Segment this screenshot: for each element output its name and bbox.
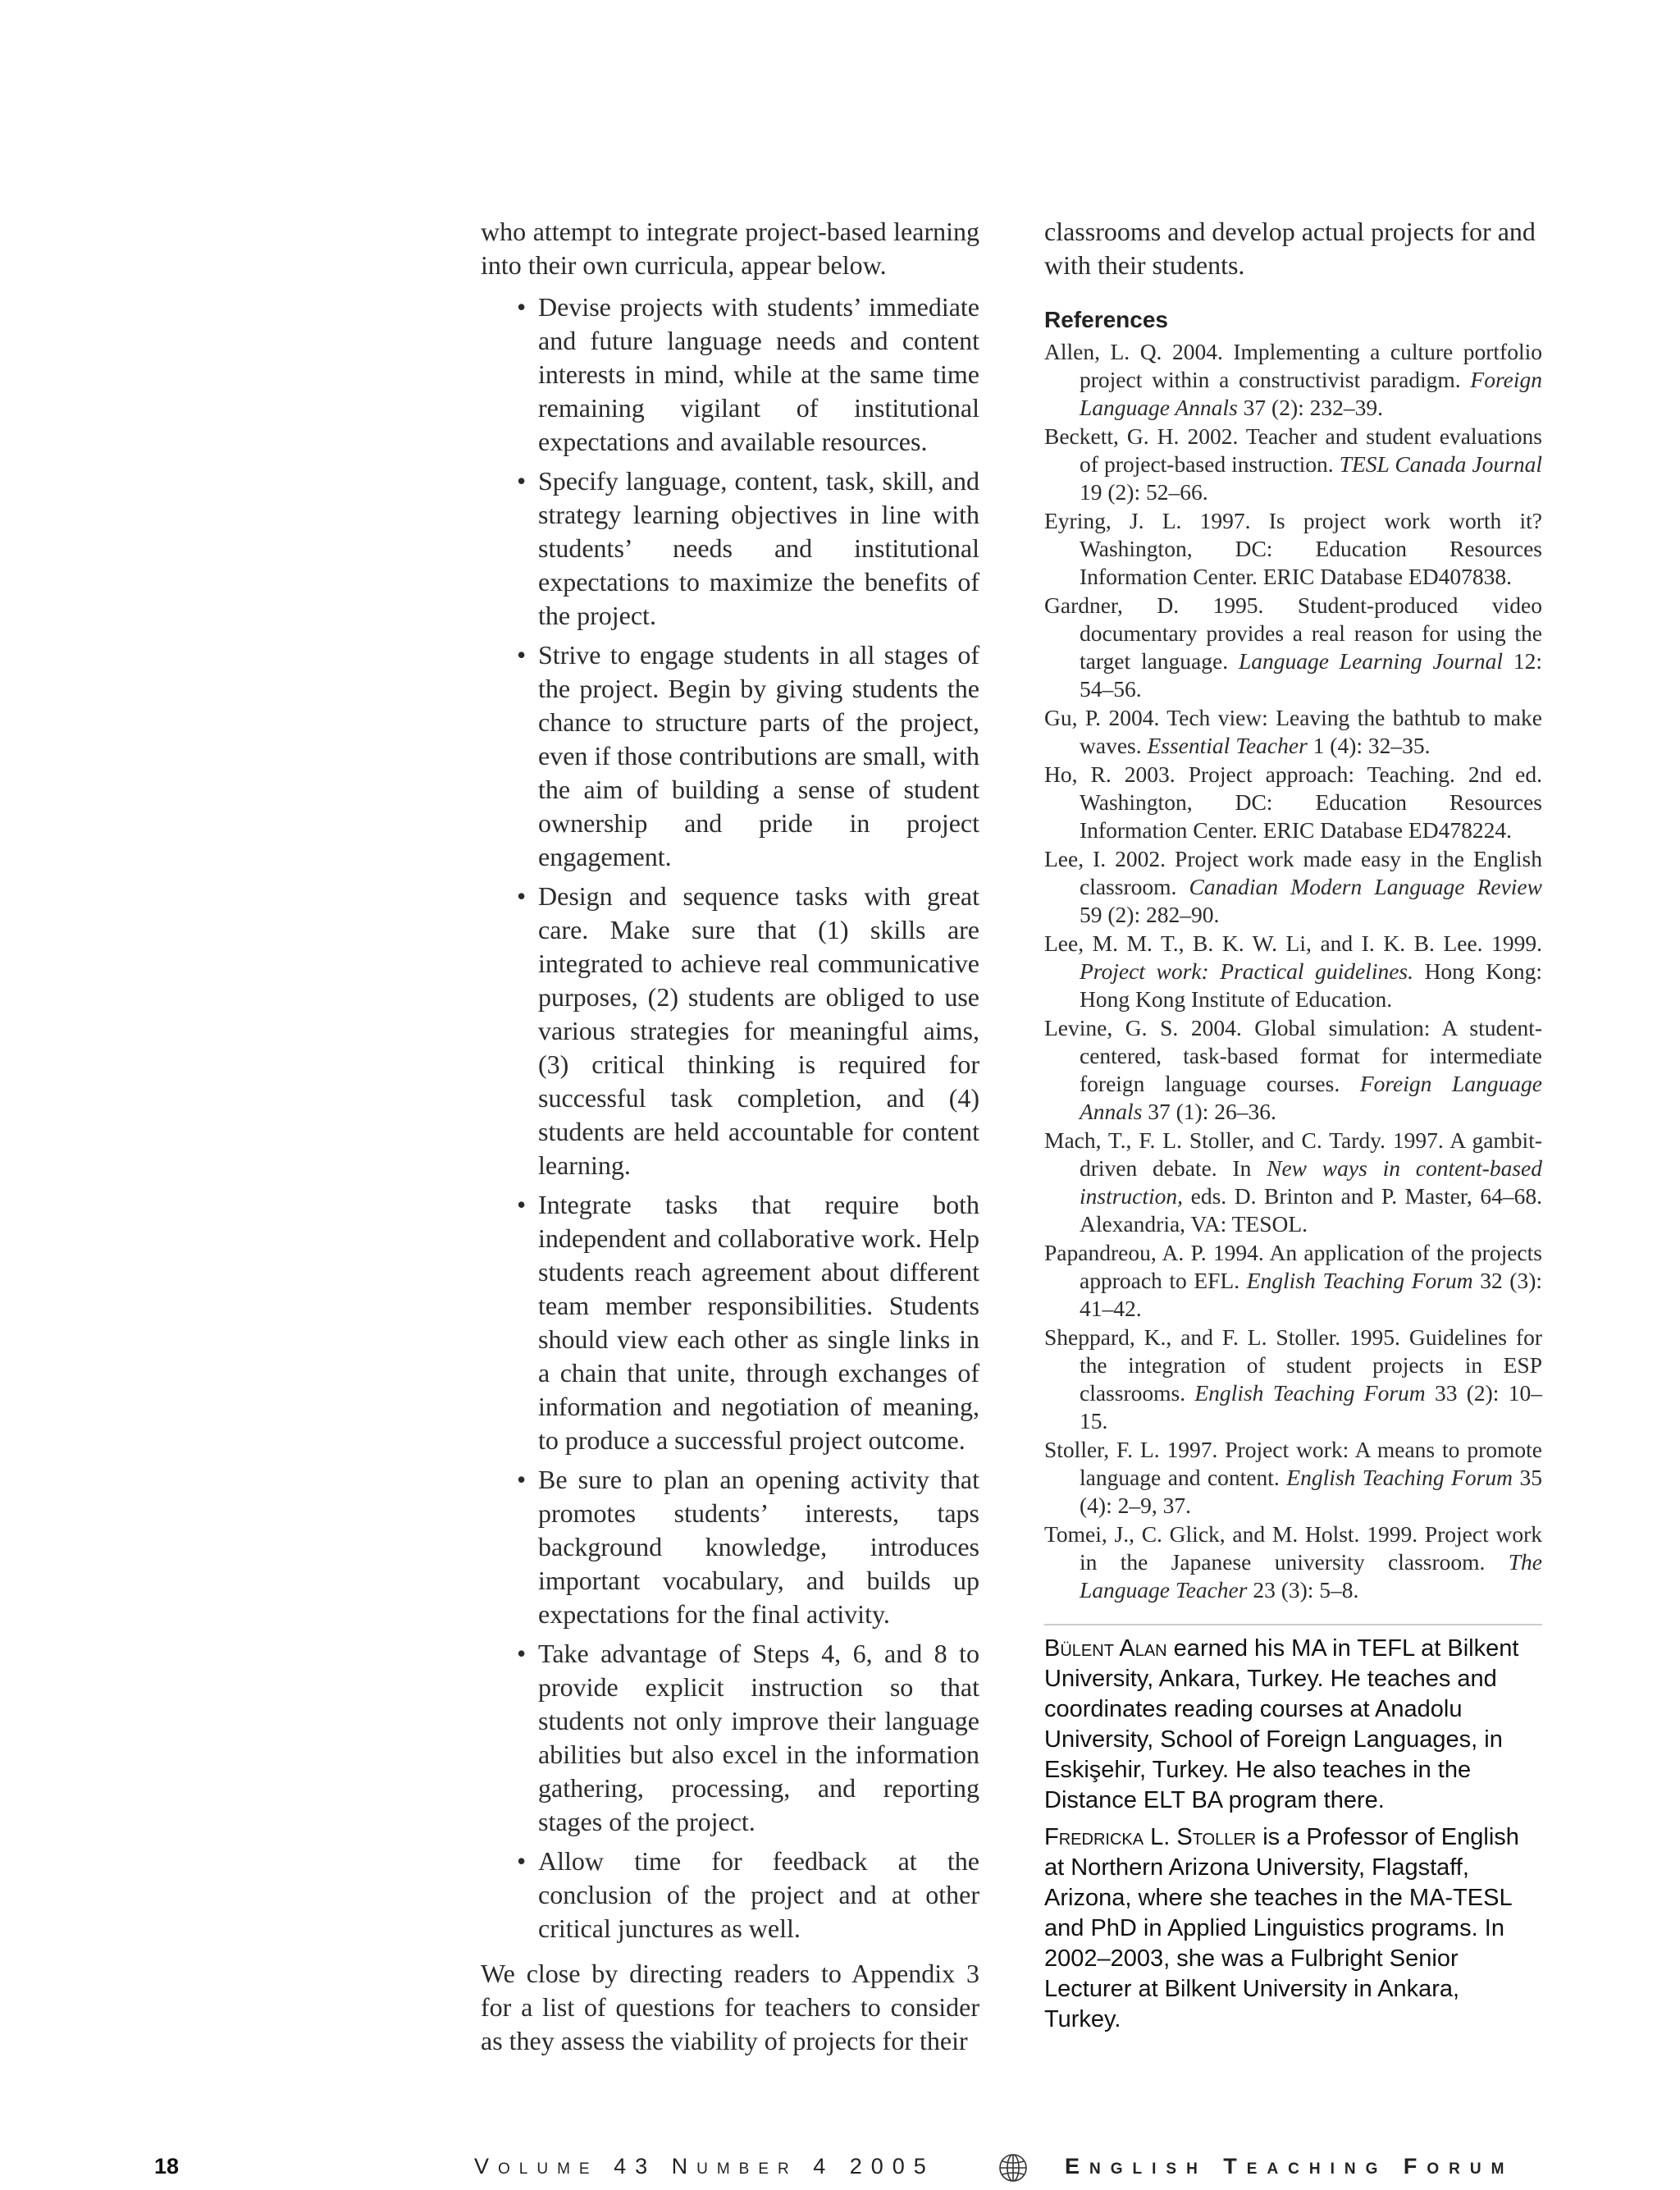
- reference-item: Gardner, D. 1995. Student-produced video documentary provides a real reason for using the target language. Language Learning Journal 12: 54–56.: [1044, 592, 1542, 702]
- journal-name: English Teaching Forum: [1065, 2154, 1514, 2179]
- reference-item: Mach, T., F. L. Stoller, and C. Tardy. 1997. A gambit-driven debate. In New ways in content-based instruction, eds. D. Brinton and P. Master, 64–68. Alexandria, VA: TESOL.: [1044, 1127, 1542, 1237]
- reference-item: Gu, P. 2004. Tech view: Leaving the bathtub to make waves. Essential Teacher 1 (4): 32–35.: [1044, 705, 1542, 758]
- author-name: Fredricka L. Stoller: [1044, 1824, 1257, 1850]
- globe-icon: [998, 2152, 1029, 2183]
- list-item: • Be sure to plan an opening activity that promotes students’ interests, taps background knowledge, introduces important vocabulary, and builds up expectations for the final activity.: [538, 1463, 979, 1631]
- left-column: [481, 215, 979, 2058]
- recommendations-list: [481, 290, 979, 1945]
- list-item: • Design and sequence tasks with great care. Make sure that (1) skills are integrated to achieve real communicative purposes, (2) students are obliged to use various strategies for meaningful aims, (3) critical thinking is required for successful task completion, and (4) students are held accountable for content learning.: [538, 880, 979, 1182]
- reference-item: Papandreou, A. P. 1994. An application of the projects approach to EFL. English Teaching Forum 32 (3): 41–42.: [1044, 1240, 1542, 1321]
- author-bio: Fredricka L. Stoller is a Professor of English at Northern Arizona University, Flagstaff, Arizona, where she teaches in the MA-TESL and PhD in Applied Linguistics programs. In 2002–2003, she was a Fulbright Senior Lecturer at Bilkent University in Ankara, Turkey.: [1044, 1824, 1519, 2032]
- reference-item: Tomei, J., C. Glick, and M. Holst. 1999. Project work in the Japanese university classroom. The Language Teacher 23 (3): 5–8.: [1044, 1521, 1542, 1602]
- list-item: • Integrate tasks that require both independent and collaborative work. Help students reach agreement about different team member responsibilities. Students should view each other as single links in a chain that unite, through exchanges of information and negotiation of meaning, to produce a successful project outcome.: [538, 1188, 979, 1457]
- list-item: • Strive to engage students in all stages of the project. Begin by giving students the chance to structure parts of the project, even if those contributions are small, with the aim of building a sense of student ownership and pride in project engagement.: [538, 638, 979, 874]
- reference-item: Levine, G. S. 2004. Global simulation: A student-centered, task-based format for intermediate foreign language courses. Foreign Language Annals 37 (1): 26–36.: [1044, 1015, 1542, 1124]
- reference-item: Eyring, J. L. 1997. Is project work worth it? Washington, DC: Education Resources Information Center. ERIC Database ED407838.: [1044, 508, 1542, 589]
- references-list: [1044, 338, 1542, 1604]
- author-bio: Bülent Alan earned his MA in TEFL at Bilkent University, Ankara, Turkey. He teaches and coordinates reading courses at Anadolu University, School of Foreign Languages, in Eskişehir, Turkey. He also teaches in the Distance ELT BA program there.: [1044, 1635, 1519, 1813]
- list-item: • Allow time for feedback at the conclusion of the project and at other critical junctures as well.: [538, 1845, 979, 1945]
- bio-divider: [1044, 1624, 1542, 1625]
- list-item: • Specify language, content, task, skill, and strategy learning objectives in line with students’ needs and institutional expectations to maximize the benefits of the project.: [538, 464, 979, 633]
- author-name: Bülent Alan: [1044, 1635, 1167, 1662]
- reference-item: Stoller, F. L. 1997. Project work: A means to promote language and content. English Teaching Forum 35 (4): 2–9, 37.: [1044, 1437, 1542, 1518]
- reference-item: Lee, I. 2002. Project work made easy in the English classroom. Canadian Modern Language Review 59 (2): 282–90.: [1044, 846, 1542, 927]
- list-item: • Take advantage of Steps 4, 6, and 8 to provide explicit instruction so that students not only improve their language abilities but also excel in the information gathering, processing, and reporting stages of the project.: [538, 1637, 979, 1839]
- closing-paragraph: We close by directing readers to Appendix 3 for a list of questions for teachers to consider as they assess the viability of projects for their: [481, 1959, 979, 2055]
- list-item: • Devise projects with students’ immediate and future language needs and content interests in mind, while at the same time remaining vigilant of institutional expectations and available resources.: [538, 290, 979, 459]
- reference-item: Ho, R. 2003. Project approach: Teaching. 2nd ed. Washington, DC: Education Resources Information Center. ERIC Database ED478224.: [1044, 761, 1542, 843]
- references-heading: References: [1044, 307, 1168, 332]
- reference-item: Beckett, G. H. 2002. Teacher and student evaluations of project-based instruction. TESL Canada Journal 19 (2): 52–66.: [1044, 423, 1543, 505]
- right-intro-paragraph: classrooms and develop actual projects for and with their students.: [1044, 217, 1536, 280]
- reference-item: Sheppard, K., and F. L. Stoller. 1995. Guidelines for the integration of student projects in ESP classrooms. English Teaching Forum 33 (2): 10–15.: [1044, 1324, 1542, 1433]
- page-number: 18: [154, 2154, 180, 2179]
- reference-item: Allen, L. Q. 2004. Implementing a culture portfolio project within a constructivist paradigm. Foreign Language Annals 37 (2): 232–39.: [1044, 339, 1542, 420]
- reference-item: Lee, M. M. T., B. K. W. Li, and I. K. B. Lee. 1999. Project work: Practical guidelines. Hong Kong: Hong Kong Institute of Education.: [1044, 930, 1542, 1012]
- right-column: [1044, 215, 1542, 2041]
- left-intro-paragraph: who attempt to integrate project-based learning into their own curricula, appear below.: [481, 217, 979, 280]
- page-footer: [0, 2154, 1680, 2187]
- volume-info: Volume 43 Number 4 2005: [474, 2154, 935, 2179]
